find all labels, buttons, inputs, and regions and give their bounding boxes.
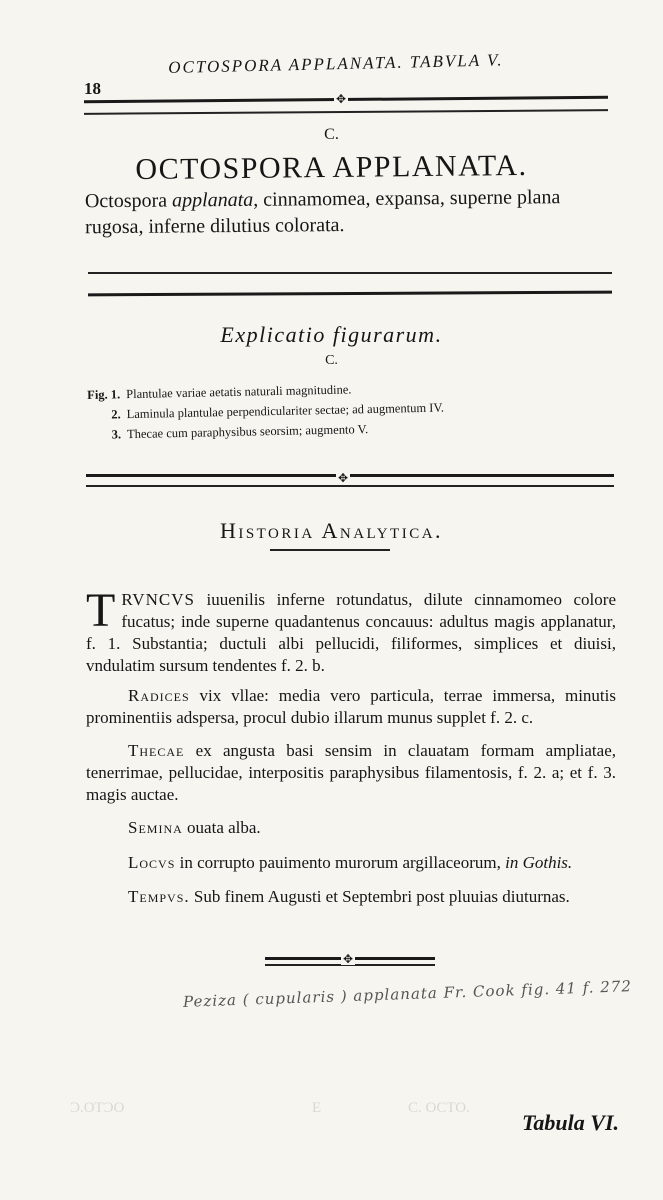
section-letter: C. (324, 126, 339, 143)
separator-rule (88, 272, 612, 274)
rule-line (84, 109, 608, 114)
bleedthrough-text: E (312, 1100, 322, 1116)
bottom-ornament-rule (265, 952, 435, 972)
paragraph-text: Sub finem Augusti et Septembri post pluuias diuturnas. (189, 887, 570, 906)
catchword: Tabula VI. (522, 1110, 620, 1135)
figure-text: Thecae cum paraphysibus seorsim; augmento V. (126, 422, 369, 442)
historia-title: Historia Analytica. (219, 518, 444, 543)
figure-text: Plantulae variae aetatis naturali magnitudine. (126, 382, 352, 402)
paragraph-lead: Radices (128, 686, 190, 705)
page-number: 18 (84, 79, 101, 98)
diagnosis-genus: Octospora (84, 189, 168, 213)
middle-rule (86, 470, 614, 494)
bleedthrough-text: OCTO.C (70, 1100, 125, 1116)
ornament-icon: ✥ (338, 471, 349, 485)
paragraph-text: ex angusta basi sensim in clauatam formam ampliatae, tenerrimae, pellucidae, interpositis paraphysibus filamentosis, f. 2. a; et f. 3. magis auctae. (86, 741, 616, 804)
paragraph-radices (86, 685, 616, 729)
paragraph-tempus (86, 886, 616, 908)
paragraph-text: iuuenilis inferne rotundatus, dilute cinnamomeo colore fucatus; inde superne quadantenus concauus: adultus magis applanatur, f. 1. Substantia; ductuli albi pellucidi, filiformes, simplices et diuisi, vndulatim sursum tendentes f. 2. b. (86, 590, 616, 675)
paragraph-semina (86, 817, 616, 839)
paragraph-text: in corrupto pauimento murorum argillaceorum, (175, 853, 506, 872)
paragraph-italic-tail: in Gothis. (505, 853, 573, 872)
running-head: OCTOSPORA APPLANATA. TABVLA V. (168, 50, 504, 77)
paragraph-truncus (86, 584, 616, 677)
paragraph-text: ouata alba. (182, 818, 261, 837)
figure-legend (86, 378, 445, 445)
drop-cap: T (86, 584, 116, 637)
rule-line (86, 485, 614, 487)
explicatio-title: Explicatio figurarum. (220, 322, 443, 347)
separator-rule (88, 291, 612, 297)
species-title: OCTOSPORA APPLANATA. (135, 148, 528, 187)
paragraph-lead: Semina (128, 818, 183, 837)
paragraph-lead: RVNCVS (121, 590, 195, 609)
figure-number: Fig. 1. (87, 387, 121, 402)
paragraph-lead: Tempvs. (128, 887, 190, 906)
explicatio-letter: C. (325, 353, 338, 368)
header-rule (84, 90, 608, 120)
ornament-icon: ✥ (336, 92, 347, 106)
paragraph-lead: Thecae (128, 741, 185, 760)
bleedthrough-text: C. OCTO. (408, 1100, 470, 1116)
paragraph-locus (86, 852, 616, 874)
paragraph-lead: Locvs (128, 853, 176, 872)
handwritten-note: Peziza ( cupularis ) applanata Fr. Cook fig. 41 f. 272 (182, 977, 633, 1011)
figure-number: 3. (111, 427, 122, 442)
figure-number: 2. (111, 407, 121, 422)
ornament-icon: ✥ (343, 952, 354, 966)
paragraph-thecae (86, 740, 616, 806)
diagnosis (85, 184, 613, 241)
title-underline (270, 549, 390, 551)
paragraph-text: vix vllae: media vero particula, terrae immersa, minutis prominentiis adspersa, procul dubio illarum munus supplet f. 2. c. (86, 686, 616, 727)
diagnosis-text: , cinnamomea, expansa, superne plana rugosa, inferne dilutius colorata. (85, 186, 561, 239)
figure-text: Laminula plantulae perpendiculariter sectae; ad augmentum IV. (126, 400, 445, 422)
diagnosis-epithet: applanata (172, 188, 254, 212)
